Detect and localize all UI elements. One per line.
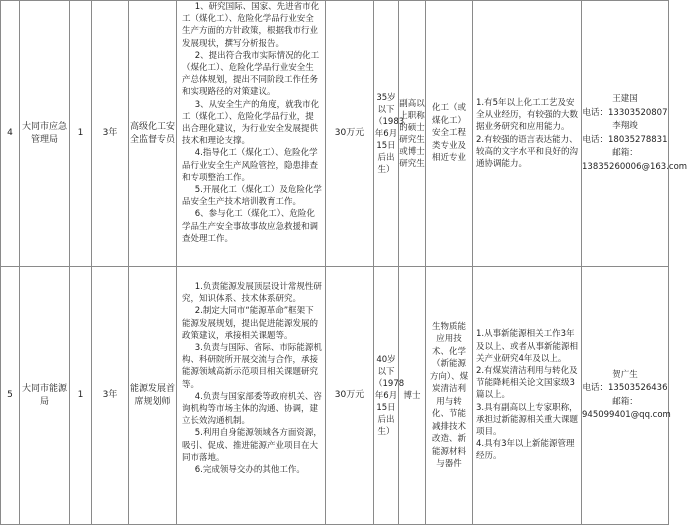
requirement-item: 2.有煤炭清洁利用与转化及节能降耗相关论文国家级3篇以上。 [476,365,578,401]
table-row [1,267,669,525]
contact-info [582,267,669,525]
requirement-item: 4.具有3年以上新能源管理经历。 [476,439,575,462]
requirement-item: 2.有较强的语言表达能力、较高的文字水平和良好的沟通协调能力。 [476,134,579,169]
contact-phone: 电话：13303520807 [582,107,668,118]
duty-item: 3、从安全生产的角度，就我市化工（煤化工）、危险化学品行业，提出合理化建议，为行业安全发展提供技术和理论支撑。 [182,99,320,147]
contract-term: 3年 [92,267,129,525]
headcount: 1 [70,1,92,267]
age-requirement: 40岁以下（1978年6月15日后出生） [374,267,399,525]
duty-item: 4.指导化工（煤化工）、危险化学品行业安全生产风险管控，隐患排查和专项整治工作。 [182,148,319,183]
annual-salary: 30万元 [326,1,374,267]
duty-item: 2、提出符合我市实际情况的化工（煤化工）、危险化学品行业安全生产总体规划，提出不同阶段工作任务和实现路径的对策建议。 [182,50,320,98]
job-duties [177,1,326,267]
duty-item: 2.制定大同市“能源革命”框架下能源发展规划，提出促进能源发展的政策建议，承接相关课题等。 [182,306,319,341]
duty-item: 6.完成领导交办的其他工作。 [194,465,305,476]
annual-salary: 30万元 [326,267,374,525]
duty-item: 3.负责与国际、省际、市际能源机构、科研院所开展交流与合作，承接能源领域高新示范项目相关课题研究等。 [182,343,322,390]
row-number: 5 [1,267,20,525]
duty-item: 6、参与化工（煤化工）、危险化学品生产安全事故事故应急救援和调查处理工作。 [182,209,319,244]
contract-term: 3年 [92,1,129,267]
contact-name: 李翔竣 [612,121,638,131]
contact-info [582,1,687,267]
other-requirements [473,1,582,267]
requirement-item: 1.有5年以上化工工艺及安全从业经历，有较强的大数据业务研究和应用能力。 [476,97,579,133]
contact-email-label: 邮箱： [612,148,638,158]
requirement-item: 1.从事新能源相关工作3年及以上、或者从事新能源相关产业研究4年及以上。 [476,329,579,364]
duty-item: 5.开展化工（煤化工）及危险化学品安全生产技术培训教育工作。 [182,185,322,208]
education-requirement: 博士 [399,267,426,525]
job-duties [177,267,326,525]
position-title: 高级化工安全监督专员 [129,1,177,267]
education-requirement: 副高以上职称的硕士研究生或博士研究生 [399,1,426,267]
contact-email-label: 邮箱： [612,396,638,407]
contact-email: 13835260006@163.com [582,161,687,172]
contact-phone: 电话：13503526436 [582,383,668,393]
age-requirement: 35岁以下（1983年6月15日后出生） [374,1,399,267]
other-requirements [473,267,582,525]
headcount: 1 [70,267,92,525]
duty-item: 5.利用自身能源领域各方面资源，吸引、促成、推进能源产业项目在大同市落地。 [182,428,322,463]
major-requirement: 生物质能应用技术、化学（新能源方向）、煤炭清洁利用与转化、节能减排技术改造、新能源材料与器件 [426,267,473,525]
contact-email: 945099401@qq.com [582,410,671,420]
contact-name: 王建国 [612,94,638,104]
contact-name: 贺广生 [612,369,638,380]
row-number: 4 [1,1,20,267]
requirement-item: 3.具有副高以上专家职称，承担过新能源相关重大课题项目。 [476,402,579,437]
employer-unit: 大同市应急管理局 [20,1,70,267]
table-row [1,1,669,267]
employer-unit: 大同市能源局 [20,267,70,525]
duty-item: 1、研究国际、国家、先进省市化工（煤化工）、危险化学品行业安全生产方面的方针政策，根据我市行业发展现状，撰写分析报告。 [182,2,320,49]
contact-phone: 电话：18035278831 [582,134,668,145]
major-requirement: 化工（或煤化工）安全工程类专业及相近专业 [426,1,473,267]
duty-item: 1.负责能源发展顶层设计常规性研究，知识体系、技术体系研究。 [182,282,322,305]
position-title: 能源发展首席规划师 [129,267,177,525]
duty-item: 4.负责与国家部委等政府机关、咨询机构等市场主体的沟通、协调，建立长效沟通机制。 [182,391,322,427]
